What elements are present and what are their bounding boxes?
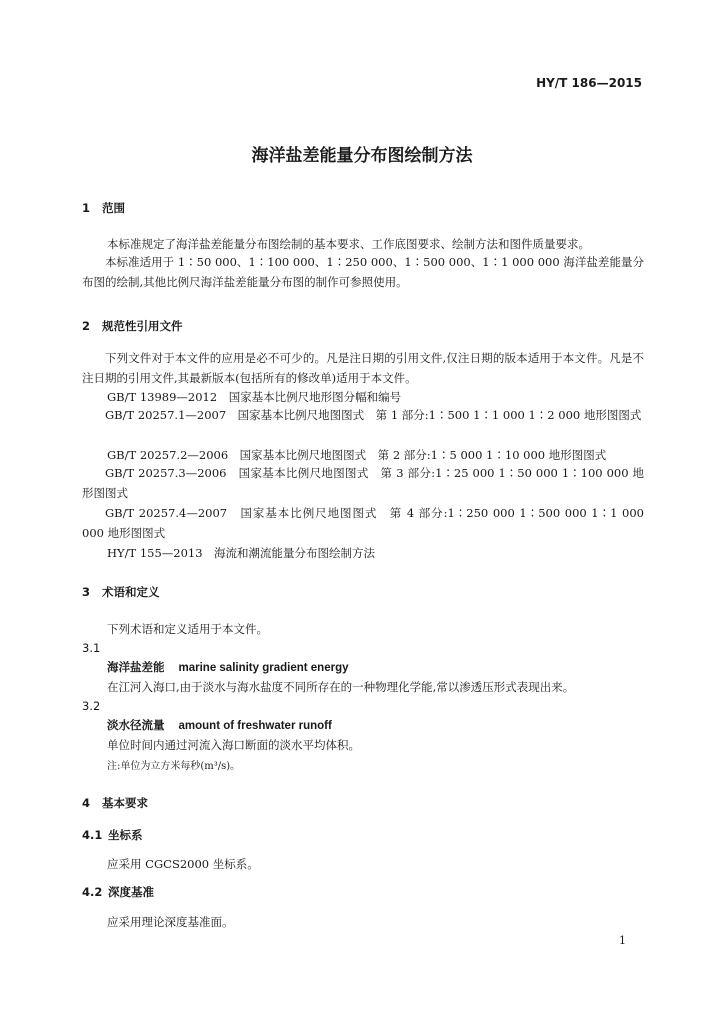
- section-title: 术语和定义: [102, 585, 160, 599]
- term-definition: 在江河入海口,由于淡水与海水盐度不同所存在的一种物理化学能,常以渗透压形式表现出来。: [107, 680, 575, 694]
- reference-item: GB/T 20257.1—2007 国家基本比例尺地图图式 第 1 部分:1∶500 1∶1 000 1∶2 000 地形图图式: [105, 408, 642, 422]
- section-3-heading: [82, 584, 160, 600]
- section-4-2-text: 应采用理论深度基准面。: [107, 915, 234, 929]
- section-title: 规范性引用文件: [102, 319, 183, 333]
- term-number: 3.2: [82, 699, 101, 713]
- term-english: marine salinity gradient energy: [178, 662, 349, 674]
- section-4-heading: [82, 795, 148, 811]
- reference-item: GB/T 20257.4—2007 国家基本比例尺地图图式 第 4 部分:1∶250 000 1∶500 000 1∶1 000 000 地形图图式: [82, 506, 644, 540]
- section-title: 范围: [102, 201, 125, 215]
- section-number: 1: [82, 201, 91, 215]
- page-number: 1: [619, 934, 626, 947]
- section-number: 4: [82, 796, 91, 810]
- standard-code: HY/T 186—2015: [536, 76, 642, 90]
- section-number: 4.1: [82, 828, 103, 842]
- section-2-heading: [82, 318, 183, 334]
- document-title: 海洋盐差能量分布图绘制方法: [251, 146, 473, 166]
- term-chinese: 海洋盐差能: [107, 660, 165, 674]
- term-english: amount of freshwater runoff: [178, 720, 332, 732]
- section-1-heading: [82, 200, 125, 216]
- section-4-2-heading: [82, 884, 154, 900]
- term-chinese: 淡水径流量: [107, 718, 165, 732]
- term-definition: 单位时间内通过河流入海口断面的淡水平均体积。: [107, 738, 360, 752]
- reference-item: GB/T 13989—2012 国家基本比例尺地形图分幅和编号: [107, 390, 402, 404]
- term-number: 3.1: [82, 641, 101, 655]
- term-entry: [107, 659, 349, 675]
- reference-item: GB/T 20257.2—2006 国家基本比例尺地图图式 第 2 部分:1∶5 000 1∶10 000 地形图图式: [107, 448, 607, 462]
- term-note: 注:单位为立方米每秒(m³/s)。: [107, 761, 241, 772]
- term-entry: [107, 717, 332, 733]
- section-3-intro: 下列术语和定义适用于本文件。: [107, 622, 268, 636]
- section-number: 3: [82, 585, 91, 599]
- section-title: 基本要求: [102, 796, 148, 810]
- section-1-paragraph-1: 本标准规定了海洋盐差能量分布图绘制的基本要求、工作底图要求、绘制方法和图件质量要求。: [107, 237, 590, 251]
- section-title: 坐标系: [108, 828, 143, 842]
- section-4-1-text: 应采用 CGCS2000 坐标系。: [107, 857, 259, 871]
- reference-item: HY/T 155—2013 海流和潮流能量分布图绘制方法: [107, 546, 376, 560]
- section-4-1-heading: [82, 827, 143, 843]
- section-title: 深度基准: [108, 885, 154, 899]
- section-number: 4.2: [82, 885, 103, 899]
- section-2-intro: 下列文件对于本文件的应用是必不可少的。凡是注日期的引用文件,仅注日期的版本适用于本文件。凡是不注日期的引用文件,其最新版本(包括所有的修改单)适用于本文件。: [82, 351, 644, 385]
- section-1-paragraph-2: 本标准适用于 1∶50 000、1∶100 000、1∶250 000、1∶500 000、1∶1 000 000 海洋盐差能量分布图的绘制,其他比例尺海洋盐差能量分布图的制作可参照使用。: [82, 255, 644, 289]
- reference-item: GB/T 20257.3—2006 国家基本比例尺地图图式 第 3 部分:1∶25 000 1∶50 000 1∶100 000 地形图图式: [82, 466, 644, 500]
- section-number: 2: [82, 319, 91, 333]
